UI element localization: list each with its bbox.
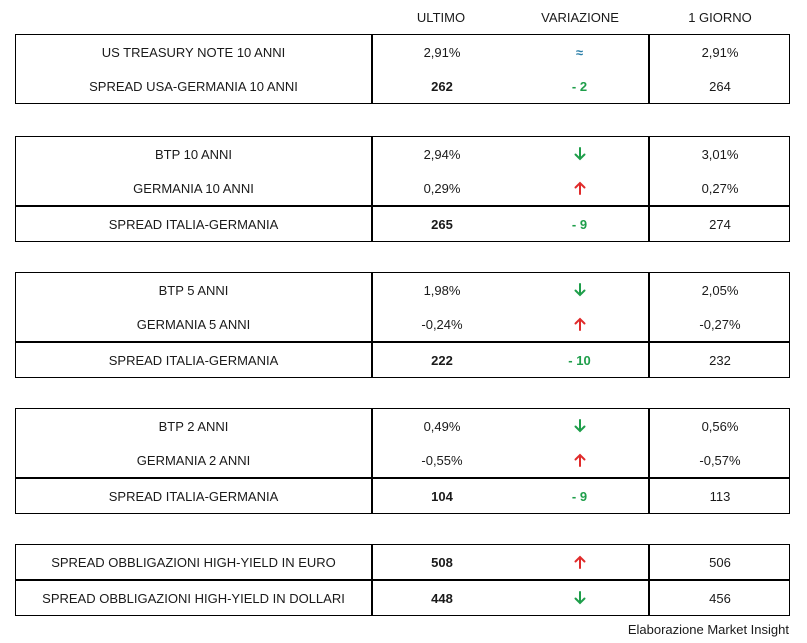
row-variazione: - 9: [571, 216, 588, 232]
up-arrow-icon: [511, 545, 648, 579]
table-row: [16, 443, 789, 477]
row-ultimo: 508: [431, 554, 453, 570]
group-high-yield: [15, 544, 790, 616]
row-giorno: 506: [709, 554, 731, 570]
down-arrow-icon: [511, 409, 648, 443]
row-ultimo: 265: [431, 216, 453, 232]
row-label: SPREAD ITALIA-GERMANIA: [108, 352, 279, 368]
table-row: [16, 273, 789, 307]
row-label: GERMANIA 10 ANNI: [133, 180, 254, 196]
row-label: SPREAD OBBLIGAZIONI HIGH-YIELD IN DOLLARI: [42, 590, 345, 606]
table-row-spread: [16, 341, 789, 377]
row-label: GERMANIA 5 ANNI: [136, 316, 251, 332]
table-row: [16, 35, 789, 69]
table-row: [16, 137, 789, 171]
row-label: BTP 10 ANNI: [154, 146, 233, 162]
row-ultimo: 1,98%: [423, 282, 461, 298]
row-ultimo: -0,55%: [421, 452, 463, 468]
row-variazione: - 2: [571, 78, 588, 94]
group-btp-5: [15, 272, 790, 378]
row-label: BTP 2 ANNI: [158, 418, 229, 434]
row-variazione: - 10: [568, 352, 591, 368]
table-row: [16, 69, 789, 103]
down-arrow-icon: [511, 137, 648, 171]
group-us: [15, 34, 790, 104]
header-1-giorno: 1 GIORNO: [688, 10, 752, 25]
group-btp-2: [15, 408, 790, 514]
row-ultimo: 0,29%: [423, 180, 461, 196]
table-row-spread: [16, 205, 789, 241]
row-label: US TREASURY NOTE 10 ANNI: [101, 44, 286, 60]
row-ultimo: 2,94%: [423, 146, 461, 162]
row-ultimo: 2,91%: [423, 44, 461, 60]
row-giorno: 113: [709, 488, 731, 504]
table-row: [16, 579, 789, 615]
row-giorno: 232: [709, 352, 731, 368]
row-ultimo: 262: [431, 78, 453, 94]
row-variazione: - 9: [571, 488, 588, 504]
row-ultimo: 222: [431, 352, 453, 368]
row-ultimo: 448: [431, 590, 453, 606]
row-giorno: 2,05%: [701, 282, 739, 298]
row-giorno: 456: [709, 590, 731, 606]
up-arrow-icon: [511, 307, 648, 341]
row-giorno: -0,57%: [699, 452, 741, 468]
group-btp-10: [15, 136, 790, 242]
row-giorno: 2,91%: [701, 44, 739, 60]
row-giorno: 0,56%: [701, 418, 739, 434]
row-label: SPREAD ITALIA-GERMANIA: [108, 216, 279, 232]
row-giorno: 264: [709, 78, 731, 94]
footer-credit: Elaborazione Market Insight: [627, 622, 789, 637]
up-arrow-icon: [511, 443, 648, 477]
row-ultimo: 0,49%: [423, 418, 461, 434]
table-row: [16, 307, 789, 341]
header-variazione: VARIAZIONE: [541, 10, 619, 25]
header-ultimo: ULTIMO: [416, 10, 466, 25]
table-row: [16, 545, 789, 579]
table-row: [16, 409, 789, 443]
row-ultimo: -0,24%: [421, 316, 463, 332]
row-ultimo: 104: [431, 488, 453, 504]
down-arrow-icon: [511, 273, 648, 307]
table-row-spread: [16, 477, 789, 513]
row-label: SPREAD OBBLIGAZIONI HIGH-YIELD IN EURO: [51, 554, 336, 570]
row-giorno: 3,01%: [701, 146, 739, 162]
row-giorno: 0,27%: [701, 180, 739, 196]
row-giorno: 274: [709, 216, 731, 232]
row-label: GERMANIA 2 ANNI: [136, 452, 251, 468]
row-label: SPREAD ITALIA-GERMANIA: [108, 488, 279, 504]
table-row: [16, 171, 789, 205]
down-arrow-icon: [511, 581, 648, 615]
up-arrow-icon: [511, 171, 648, 205]
row-label: SPREAD USA-GERMANIA 10 ANNI: [89, 78, 298, 94]
row-giorno: -0,27%: [699, 316, 741, 332]
row-variazione: ≈: [575, 44, 584, 60]
row-label: BTP 5 ANNI: [158, 282, 229, 298]
